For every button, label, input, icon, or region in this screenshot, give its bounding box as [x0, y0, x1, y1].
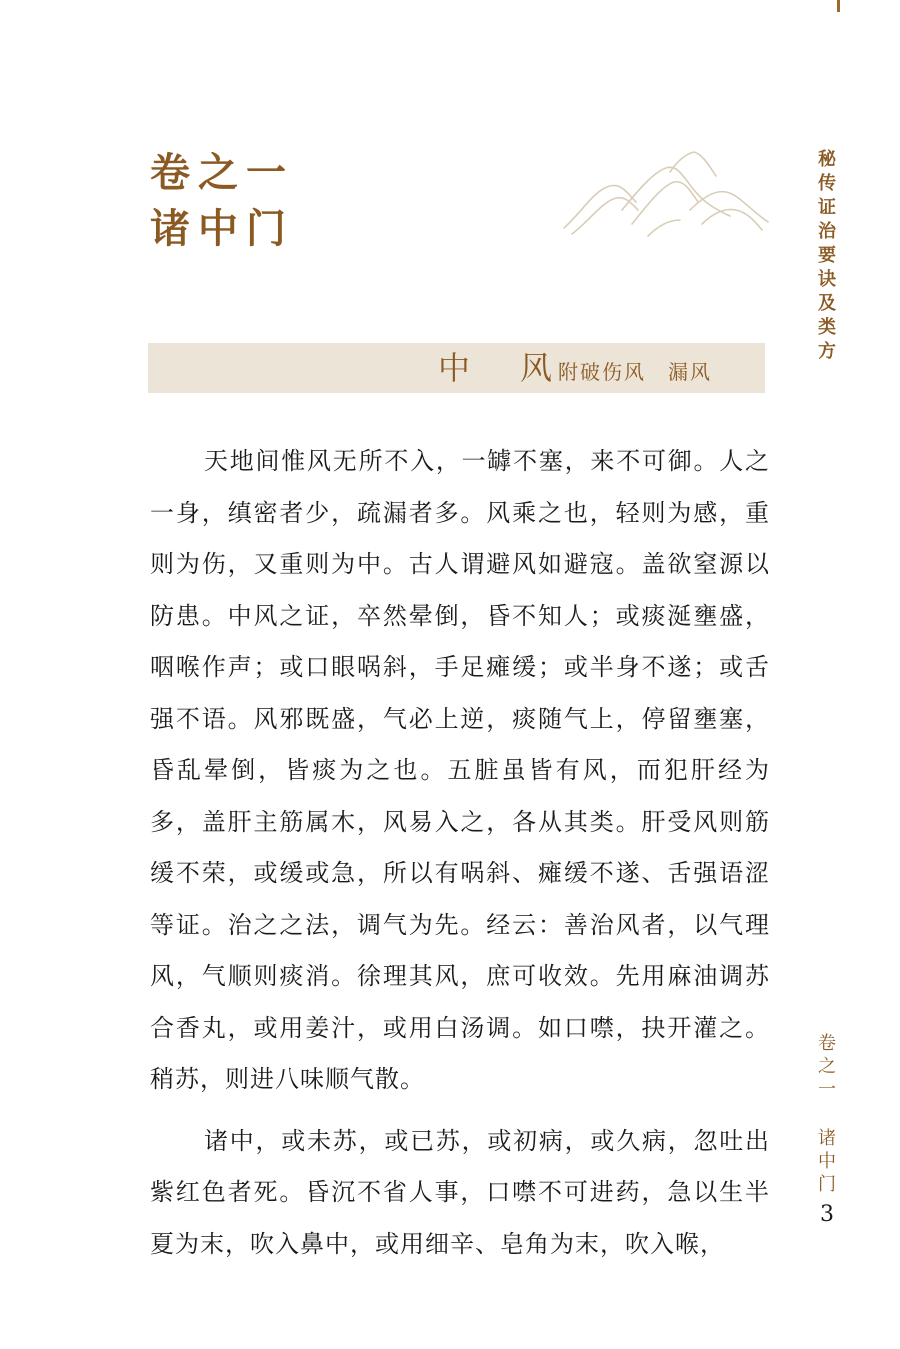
page-number: 3	[820, 1202, 834, 1227]
chapter-title-line1: 卷之一	[150, 150, 294, 196]
section-heading-char2: 风	[520, 349, 553, 387]
body-text	[150, 436, 770, 1270]
mountain-decoration-icon	[562, 150, 770, 238]
section-heading-char1: 中	[438, 349, 471, 387]
book-title-vertical: 秘传证治要诀及类方	[818, 149, 836, 362]
section-label-part2: 诸中门	[818, 1128, 836, 1195]
section-label-vertical	[815, 1032, 839, 1196]
paragraph: 天地间惟风无所不入，一罅不塞，来不可御。人之一身，缜密者少，疏漏者多。风乘之也，轻则为感，重则为伤，又重则为中。古人谓避风如避寇。盖欲窒源以防患。中风之证，卒然晕倒，昏不知人；或痰涎壅盛，咽喉作声；或口眼㖞斜，手足瘫缓；或半身不遂；或舌强不语。风邪既盛，气必上逆，痰随气上，停留壅塞，昏乱晕倒，皆痰为之也。五脏虽皆有风，而犯肝经为多，盖肝主筋属木，风易入之，各从其类。肝受风则筋缓不荣，或缓或急，所以有㖞斜、瘫缓不遂、舌强语涩等证。治之之法，调气为先。经云：善治风者，以气理风，气顺则痰消。徐理其风，庶可收效。先用麻油调苏合香丸，或用姜汁，或用白汤调。如口噤，抉开灌之。稍苏，则进八味顺气散。	[150, 447, 770, 1093]
paragraph: 诸中，或未苏，或已苏，或初病，或久病，忽吐出紫红色者死。昏沉不省人事，口噤不可进药，急以生半夏为末，吹入鼻中，或用细辛、皂角为末，吹入喉，	[150, 1126, 770, 1258]
chapter-title-line2: 诸中门	[150, 206, 294, 252]
chapter-title	[150, 145, 294, 257]
section-label-part1: 卷之一	[818, 1033, 836, 1100]
section-heading	[438, 349, 712, 391]
section-heading-band	[148, 343, 765, 393]
top-edge-marker	[837, 0, 840, 12]
section-subtitle: 附破伤风 漏风	[558, 360, 713, 384]
